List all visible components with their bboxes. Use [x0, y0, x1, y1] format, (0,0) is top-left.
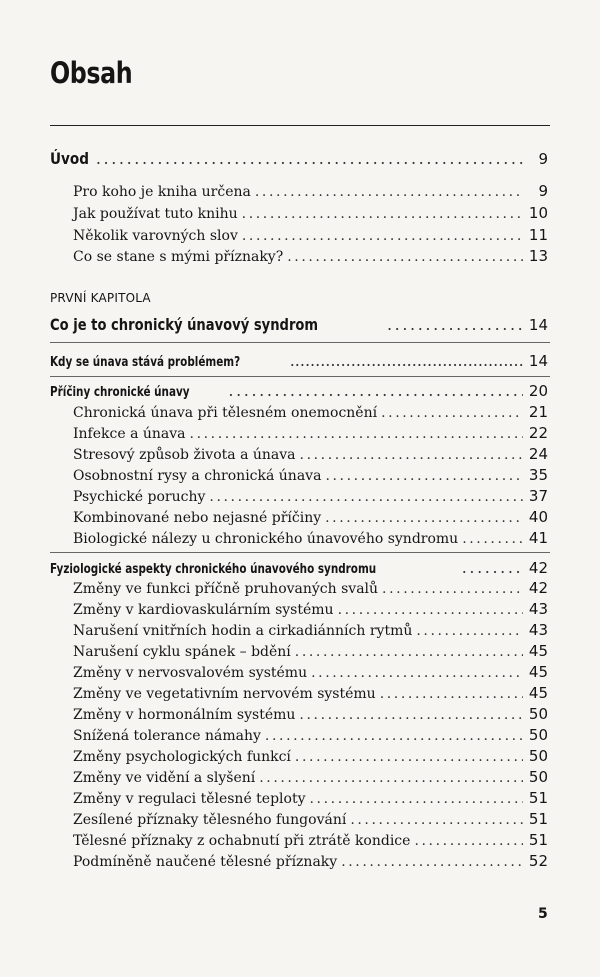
- toc-entry[interactable]: [73, 726, 548, 746]
- toc-page: 50: [528, 747, 548, 765]
- toc-page: 50: [528, 726, 548, 744]
- leader-dots: [255, 184, 524, 200]
- leader-dots: [325, 468, 522, 484]
- toc-label: Fyziologické aspekty chronického únavového syndromu: [50, 562, 377, 577]
- leader-dots: [387, 315, 523, 334]
- toc-entry-section[interactable]: [50, 351, 548, 371]
- toc-page: 9: [538, 182, 548, 200]
- toc-entry[interactable]: [73, 579, 548, 599]
- page-title: Obsah: [50, 56, 133, 90]
- leader-dots: [242, 206, 523, 222]
- toc-label: Změny v regulaci tělesné teploty: [73, 791, 306, 807]
- toc-label: Úvod: [50, 149, 89, 168]
- toc-entry[interactable]: [73, 810, 548, 830]
- toc-entry-section[interactable]: [50, 558, 548, 578]
- page-number: 5: [538, 906, 548, 922]
- toc-label: Kombinované nebo nejasné příčiny: [73, 510, 322, 526]
- toc-page: 45: [528, 684, 548, 702]
- leader-dots: [341, 854, 523, 870]
- toc-label: Změny v kardiovaskulárním systému: [73, 602, 334, 618]
- toc-page: 43: [528, 600, 548, 618]
- leader-dots: [295, 749, 523, 765]
- toc-page: 51: [528, 810, 548, 828]
- toc-entry[interactable]: [73, 789, 548, 809]
- toc-page: 10: [528, 204, 548, 222]
- leader-dots: [350, 812, 523, 828]
- toc-label: Kdy se únava stává problémem?: [50, 355, 241, 370]
- toc-label: Změny psychologických funkcí: [73, 749, 291, 765]
- leader-dots: [462, 531, 523, 547]
- leader-dots: [380, 686, 523, 702]
- leader-dots: [299, 707, 522, 723]
- leader-dots: [190, 426, 523, 442]
- leader-dots: [462, 558, 523, 577]
- toc-label: Narušení vnitřních hodin a cirkadiánních rytmů: [73, 623, 413, 639]
- toc-entry[interactable]: [73, 445, 548, 465]
- leader-dots: [310, 791, 523, 807]
- toc-label: Změny ve vidění a slyšení: [73, 770, 256, 786]
- toc-label: Pro koho je kniha určena: [73, 184, 251, 200]
- toc-page: 51: [528, 831, 548, 849]
- toc-entry[interactable]: [73, 466, 548, 486]
- leader-dots: [382, 581, 523, 597]
- leader-dots: [265, 728, 523, 744]
- toc-entry[interactable]: [73, 182, 548, 202]
- toc-entry[interactable]: [73, 529, 548, 549]
- toc-page: 45: [528, 663, 548, 681]
- toc-page: 21: [528, 403, 548, 421]
- leader-dots: [209, 489, 523, 505]
- section-divider: [50, 376, 550, 377]
- toc-page: 51: [528, 789, 548, 807]
- toc-page: 52: [528, 852, 548, 870]
- toc-page: 9: [538, 150, 548, 168]
- leader-dots: [325, 510, 523, 526]
- toc-entry[interactable]: [73, 747, 548, 767]
- chapter-label: PRVNÍ KAPITOLA: [50, 291, 151, 305]
- toc-page: 22: [528, 424, 548, 442]
- toc-entry[interactable]: [73, 684, 548, 704]
- leader-dots: [338, 602, 523, 618]
- toc-entry[interactable]: [73, 705, 548, 725]
- leader-dots: [414, 833, 522, 849]
- toc-page: 45: [528, 642, 548, 660]
- leader-dots: [242, 228, 523, 244]
- toc-page: 42: [528, 559, 548, 577]
- toc-page: 41: [528, 529, 548, 547]
- toc-label: Infekce a únava: [73, 426, 186, 442]
- toc-label: Změny v nervosvalovém systému: [73, 665, 308, 681]
- title-divider: [50, 125, 550, 126]
- toc-entry[interactable]: [73, 642, 548, 662]
- toc-page: 20: [528, 382, 548, 400]
- toc-label: Co je to chronický únavový syndrom: [50, 315, 319, 334]
- toc-page: 42: [528, 579, 548, 597]
- leader-dots: [287, 249, 523, 265]
- toc-entry[interactable]: [73, 424, 548, 444]
- toc-label: Narušení cyklu spánek – bdění: [73, 644, 291, 660]
- toc-label: Zesílené příznaky tělesného fungování: [73, 812, 347, 828]
- leader-dots: [381, 405, 523, 421]
- toc-entry[interactable]: [73, 403, 548, 423]
- toc-label: Co se stane s mými příznaky?: [73, 249, 284, 265]
- toc-entry[interactable]: [73, 226, 548, 246]
- toc-page: 43: [528, 621, 548, 639]
- toc-entry-uvod[interactable]: [50, 149, 548, 169]
- toc-entry[interactable]: [73, 247, 548, 267]
- toc-label: Změny ve vegetativním nervovém systému: [73, 686, 376, 702]
- toc-entry[interactable]: [73, 508, 548, 528]
- leader-dots: [311, 665, 523, 681]
- leader-dots: [295, 644, 523, 660]
- toc-label: Jak používat tuto knihu: [73, 206, 238, 222]
- toc-label: Změny v hormonálním systému: [73, 707, 296, 723]
- toc-page: 13: [528, 247, 548, 265]
- toc-entry[interactable]: [73, 831, 548, 851]
- toc-entry[interactable]: [73, 663, 548, 683]
- section-divider: [50, 552, 550, 553]
- toc-page: 14: [528, 352, 548, 370]
- toc-label: Změny ve funkci příčně pruhovaných svalů: [73, 581, 379, 597]
- toc-label: Tělesné příznaky z ochabnutí při ztrátě kondice: [73, 833, 411, 849]
- toc-entry[interactable]: [73, 621, 548, 641]
- toc-page: 37: [528, 487, 548, 505]
- toc-page: 14: [528, 316, 548, 334]
- toc-label: Snížená tolerance námahy: [73, 728, 261, 744]
- toc-entry-section[interactable]: [50, 381, 548, 401]
- toc-entry[interactable]: [73, 204, 548, 224]
- toc-page: 40: [528, 508, 548, 526]
- toc-page: 50: [528, 705, 548, 723]
- toc-label: Biologické nálezy u chronického únavového syndromu: [73, 531, 459, 547]
- toc-label: Podmíněně naučené tělesné příznaky: [73, 854, 338, 870]
- toc-label: Psychické poruchy: [73, 489, 206, 505]
- leader-gap: [290, 351, 523, 370]
- toc-entry[interactable]: [73, 600, 548, 620]
- toc-label: Osobnostní rysy a chronická únava: [73, 468, 322, 484]
- section-divider: [50, 342, 550, 343]
- leader-dots: [228, 381, 523, 400]
- toc-page: 11: [528, 226, 548, 244]
- toc-label: Několik varovných slov: [73, 228, 238, 244]
- toc-label: Příčiny chronické únavy: [50, 385, 190, 400]
- toc-page: 50: [528, 768, 548, 786]
- toc-page: 24: [528, 445, 548, 463]
- toc-label: Chronická únava při tělesném onemocnění: [73, 405, 378, 421]
- leader-dots: [259, 770, 523, 786]
- toc-entry[interactable]: [73, 768, 548, 788]
- toc-entry[interactable]: [73, 852, 548, 872]
- toc-label: Stresový způsob života a únava: [73, 447, 296, 463]
- toc-entry[interactable]: [73, 487, 548, 507]
- toc-entry-chapter[interactable]: [50, 315, 548, 335]
- toc-page: 35: [528, 466, 548, 484]
- leader-dots: [416, 623, 523, 639]
- leader-dots: [96, 149, 524, 168]
- leader-dots: [300, 447, 523, 463]
